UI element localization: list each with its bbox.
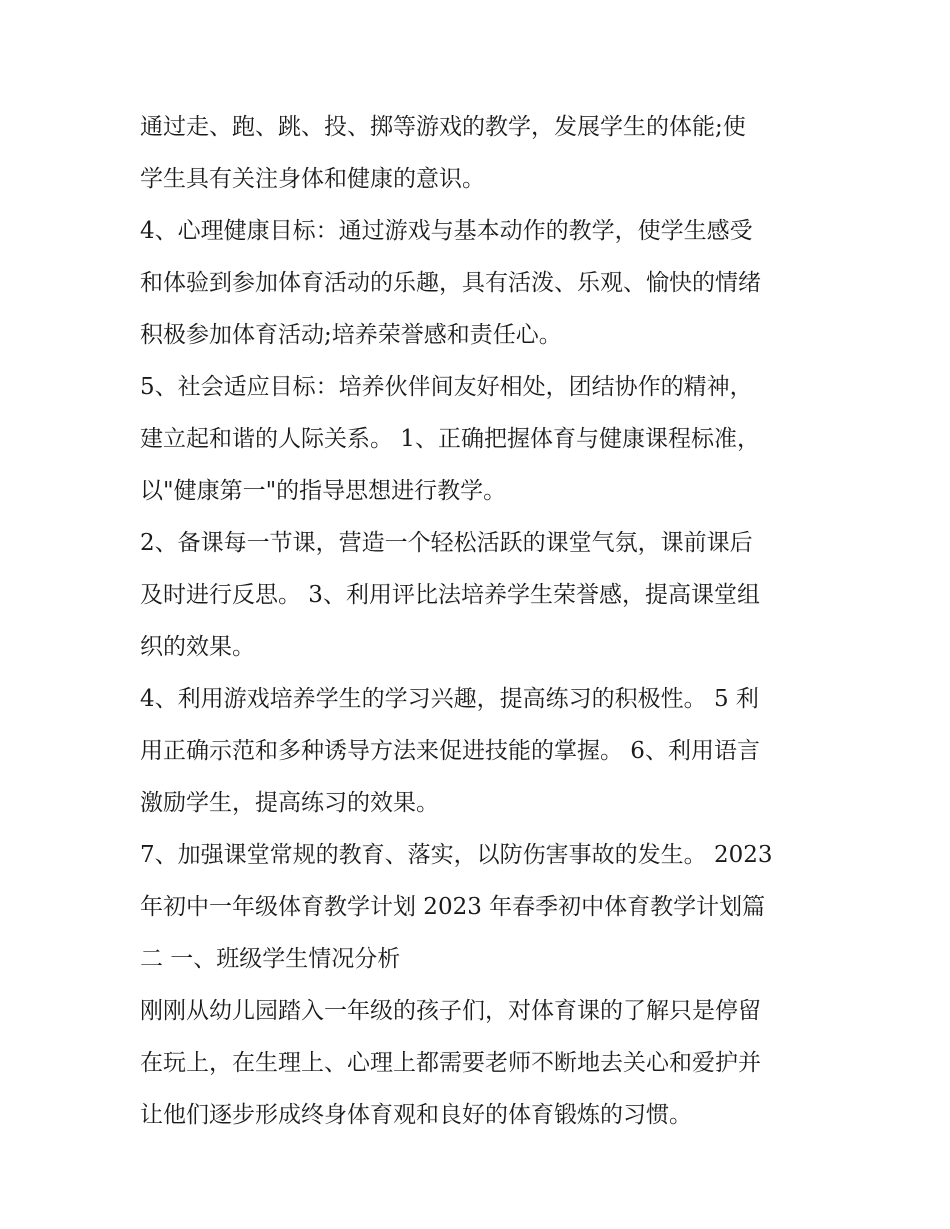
text-line: 学生具有关注身体和健康的意识。 [140, 166, 485, 192]
text-line: 2、备课每一节课，营造一个轻松活跃的课堂气氛，课前课后 [140, 530, 753, 556]
text-line: 及时进行反思。 3、利用评比法培养学生荣誉感，提高课堂组 [140, 582, 760, 608]
text-line: 积极参加体育活动;培养荣誉感和责任心。 [140, 322, 562, 348]
text-line: 让他们逐步形成终身体育观和良好的体育锻炼的习惯。 [140, 1102, 692, 1128]
text-line: 二 一、班级学生情况分析 [140, 946, 401, 972]
text-line: 建立起和谐的人际关系。 1、正确把握体育与健康课程标准， [140, 426, 760, 452]
text-line: 织的效果。 [140, 634, 255, 660]
text-line: 年初中一年级体育教学计划 2023 年春季初中体育教学计划篇 [140, 894, 766, 920]
text-line: 7、加强课堂常规的教育、落实，以防伤害事故的发生。 2023 [140, 842, 773, 868]
text-line: 刚刚从幼儿园踏入一年级的孩子们，对体育课的了解只是停留 [140, 998, 761, 1024]
text-line: 和体验到参加体育活动的乐趣，具有活泼、乐观、愉快的情绪 [140, 270, 761, 296]
text-line: 激励学生，提高练习的效果。 [140, 790, 439, 816]
text-line: 4、心理健康目标：通过游戏与基本动作的教学，使学生感受 [140, 218, 753, 244]
text-line: 5、社会适应目标：培养伙伴间友好相处，团结协作的精神， [140, 374, 753, 400]
text-line: 在玩上，在生理上、心理上都需要老师不断地去关心和爱护并 [140, 1050, 761, 1076]
text-line: 4、利用游戏培养学生的学习兴趣，提高练习的积极性。 5 利 [140, 686, 759, 712]
text-line: 用正确示范和多种诱导方法来促进技能的掌握。 6、利用语言 [140, 738, 760, 764]
text-line: 以"健康第一"的指导思想进行教学。 [140, 478, 507, 504]
text-line: 通过走、跑、跳、投、掷等游戏的教学，发展学生的体能;使 [140, 114, 746, 140]
